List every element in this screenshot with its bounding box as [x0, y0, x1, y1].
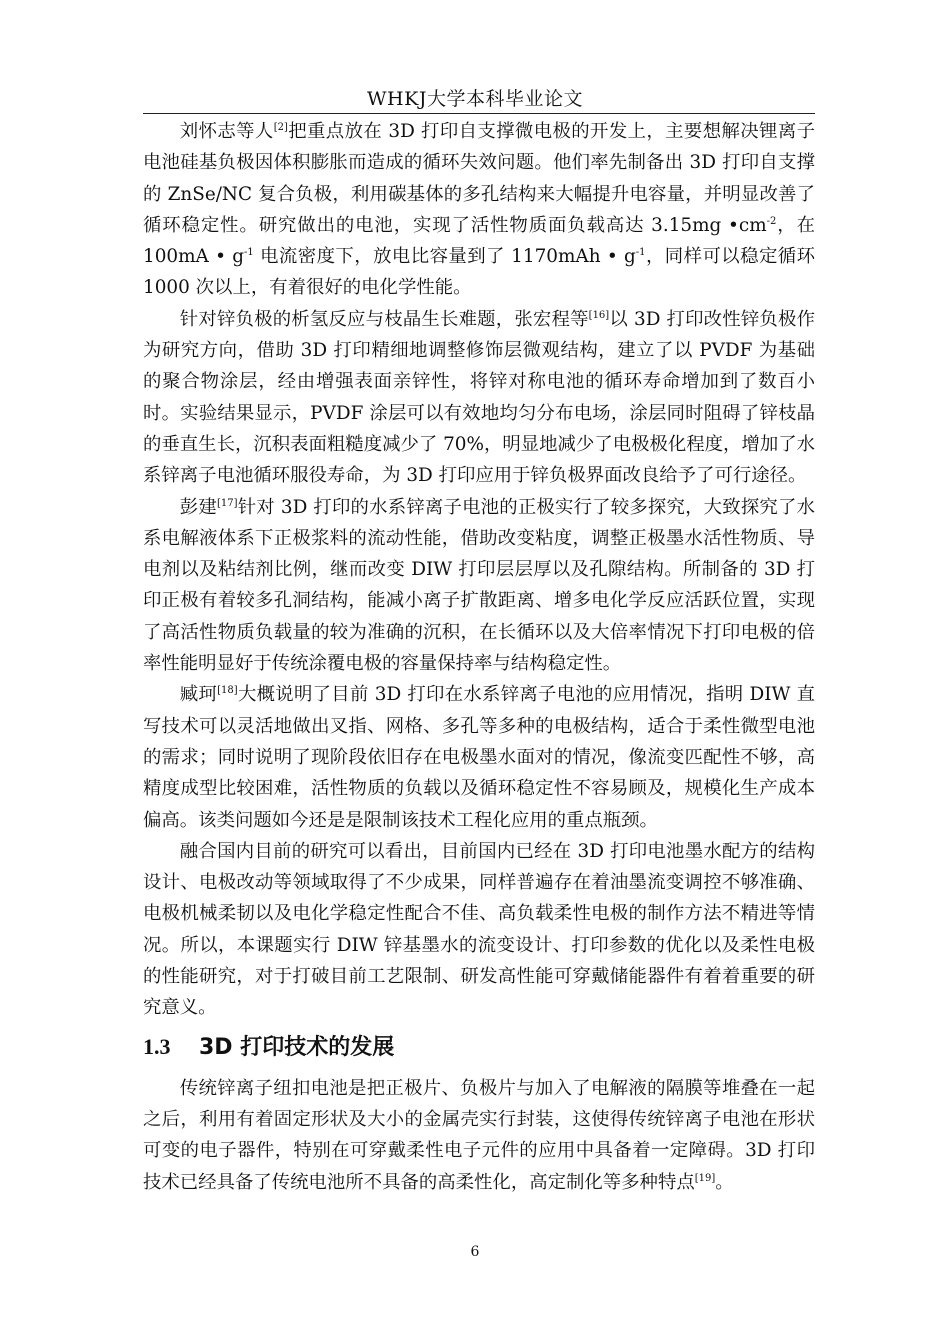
paragraph-text: ，同样可以稳定循环 1000 次以上，有着很好的电化学性能。: [143, 246, 815, 299]
paragraph-group: [143, 1073, 815, 1198]
body-paragraph: [143, 679, 815, 835]
paragraph-text: 把重点放在 3D 打印自支撑微电极的开发上，主要想解决锂离子电池硅基负极因体积膨胀而造成的循环失效问题。他们率先制备出 3D 打印自支撑的 ZnSe/NC 复合负极，利用碳基体的多孔结构来大幅提升电容量，并明显改善了循环稳定性。研究做出的电池，实现了活性物质面负载高达 3.15mg •cm: [143, 121, 815, 236]
superscript: [17]: [216, 497, 238, 509]
page-number: 6: [470, 1244, 480, 1260]
paragraph-text: 彭建: [179, 496, 217, 518]
superscript: [16]: [588, 309, 610, 321]
paragraph-text: 臧珂: [179, 684, 218, 706]
body-text: [143, 116, 815, 1198]
body-paragraph: [143, 492, 815, 680]
paragraph-text: 。: [715, 1171, 734, 1193]
paragraph-text: 大概说明了目前 3D 打印在水系锌离子电池的应用情况，指明 DIW 直写技术可以灵活地做出叉指、网格、多孔等多种的电极结构，适合于柔性微型电池的需求；同时说明了现阶段依旧存在电极墨水面对的情况，像流变匹配性不够，高精度成型比较困难，活性物质的负载以及循环稳定性不容易顾及，规模化生产成本偏高。该类问题如今还是是限制该技术工程化应用的重点瓶颈。: [143, 684, 815, 831]
superscript: [18]: [217, 685, 238, 697]
paragraph-text: 传统锌离子纽扣电池是把正极片、负极片与加入了电解液的隔膜等堆叠在一起之后，利用有着固定形状及大小的金属壳实行封装，这使得传统锌离子电池在形状可变的电子器件，特别在可穿戴柔性电子元件的应用中具备着一定障碍。3D 打印技术已经具备了传统电池所不具备的高柔性化，高定制化等多种特点: [143, 1077, 815, 1193]
superscript: -1: [635, 247, 646, 259]
page-header-title: WHKJ大学本科毕业论文: [367, 88, 583, 110]
paragraph-text: 针对锌负极的析氢反应与枝晶生长难题，张宏程等: [179, 308, 589, 330]
body-paragraph: [143, 1073, 815, 1198]
paragraph-group: [143, 116, 815, 1024]
paragraph-text: 电流密度下，放电比容量到了 1170mAh • g: [253, 246, 636, 268]
paragraph-text: 针对 3D 打印的水系锌离子电池的正极实行了较多探究，大致探究了水系电解液体系下正极浆料的流动性能，借助改变粘度，调整正极墨水活性物质、导电剂以及粘结剂比例，继而改变 DIW 打印层层厚以及孔隙结构。所制备的 3D 打印正极有着较多孔洞结构，能减小离子扩散距离、增多电化学反应活跃位置，实现了高活性物质负载量的较为准确的沉积，在长循环以及大倍率情况下打印电极的倍率性能明显好于传统涂覆电极的容量保持率与结构稳定性。: [143, 496, 815, 675]
section-heading: [143, 1030, 815, 1065]
superscript: -1: [244, 247, 254, 259]
body-paragraph: [143, 836, 815, 1024]
paragraph-text: ，在 100mA • g: [143, 214, 815, 268]
section-title: 3D 打印技术的发展: [199, 1034, 395, 1060]
paragraph-text: 以 3D 打印改性锌负极作为研究方向，借助 3D 打印精细地调整修饰层微观结构，建立了以 PVDF 为基础的聚合物涂层，经由增强表面亲锌性，将锌对称电池的循环寿命增加到了数百小时。实验结果显示，PVDF 涂层可以有效地均匀分布电场，涂层同时阻碍了锌枝晶的垂直生长，沉积表面粗糙度减少了 70%，明显地减少了电极极化程度，增加了水系锌离子电池循环服役寿命，为 3D 打印应用于锌负极界面改良给予了可行途径。: [143, 308, 816, 487]
header-divider: [143, 113, 815, 114]
superscript: [2]: [273, 122, 288, 133]
body-paragraph: [143, 116, 815, 304]
section-number: 1.3: [143, 1033, 171, 1059]
paragraph-text: 刘怀志等人: [179, 121, 274, 142]
superscript: [19]: [694, 1172, 716, 1184]
superscript: -2: [766, 215, 777, 227]
body-paragraph: [143, 304, 815, 492]
paragraph-text: 融合国内目前的研究可以看出，目前国内已经在 3D 打印电池墨水配方的结构设计、电极改动等领域取得了不少成果，同样普遍存在着油墨流变调控不够准确、电极机械柔韧以及电化学稳定性配合不佳、高负载柔性电极的制作方法不精进等情况。所以，本课题实行 DIW 锌基墨水的流变设计、打印参数的优化以及柔性电极的性能研究，对于打破目前工艺限制、研发高性能可穿戴储能器件有着着重要的研究意义。: [143, 840, 815, 1019]
